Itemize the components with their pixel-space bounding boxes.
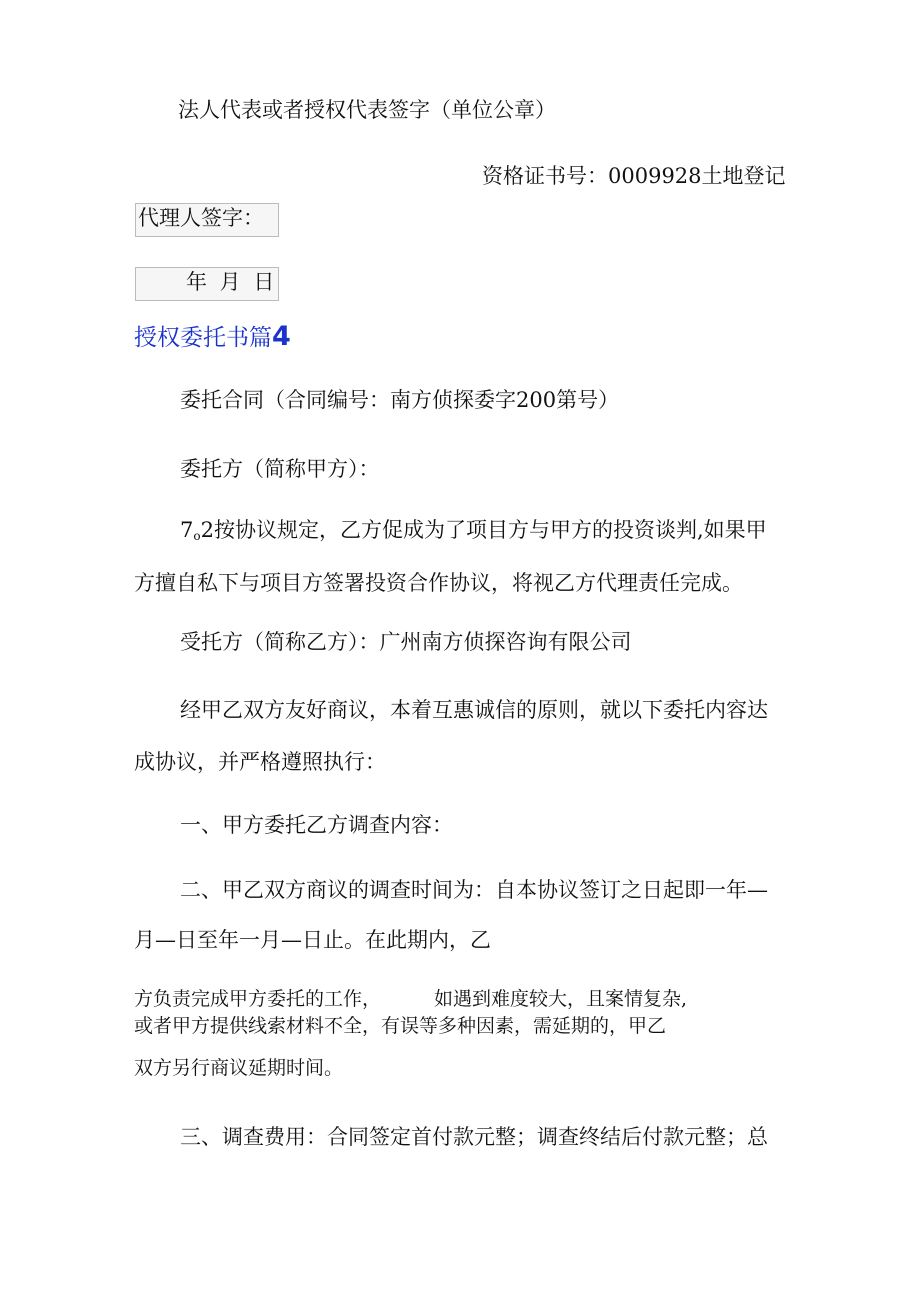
- agent-signature-label: 代理人签字：: [138, 206, 264, 230]
- party-a-line: 委托方（简称甲方）：: [180, 457, 380, 481]
- clause-7-text-1: 2按协议规定，乙方促成为了项目方与甲方的投资谈判,如果甲: [200, 518, 767, 542]
- section-heading: [134, 323, 291, 350]
- clause-7-line-1: [180, 520, 767, 542]
- legal-representative-signature-line: 法人代表或者授权代表签字（单位公章）: [178, 98, 556, 122]
- intro-line-1: 经甲乙双方友好商议，本着互惠诚信的原则，就以下委托内容达: [180, 698, 768, 722]
- clause-7-line-2: 方擅自私下与项目方签署投资合作协议，将视乙方代理责任完成。: [134, 571, 743, 595]
- party-b-line: 受托方（简称乙方）：广州南方侦探咨询有限公司: [180, 630, 632, 654]
- item-2-line-2: 月—日至年一月—日止。在此期内，乙: [134, 928, 491, 952]
- item-2-line-4: 或者甲方提供线索材料不全，有误等多种因素，需延期的，甲乙: [134, 1015, 667, 1037]
- clause-7-subscript: o: [193, 529, 201, 543]
- date-label: 年 月 日: [186, 270, 275, 294]
- item-2-line-3a: 方负责完成甲方委托的工作，: [134, 988, 382, 1010]
- contract-title: 委托合同（合同编号：南方侦探委字200第号）: [180, 388, 620, 412]
- section-heading-number: 4: [272, 321, 291, 352]
- clause-7-number: 7: [180, 518, 194, 542]
- item-1-line: 一、甲方委托乙方调查内容：: [180, 813, 453, 837]
- item-2-line-5: 双方另行商议延期时间。: [134, 1057, 344, 1079]
- certificate-number-line: 资格证书号：0009928土地登记: [482, 164, 786, 188]
- item-2-line-1: 二、甲乙双方商议的调查时间为：自本协议签订之日起即一年—: [180, 878, 768, 902]
- section-heading-text: 授权委托书篇: [134, 325, 272, 351]
- intro-line-2: 成协议，并严格遵照执行：: [134, 750, 386, 774]
- item-3-line-1: 三、调查费用：合同签定首付款元整；调查终结后付款元整；总: [180, 1125, 768, 1149]
- item-2-line-3b: 如遇到难度较大，且案情复杂,: [434, 988, 688, 1010]
